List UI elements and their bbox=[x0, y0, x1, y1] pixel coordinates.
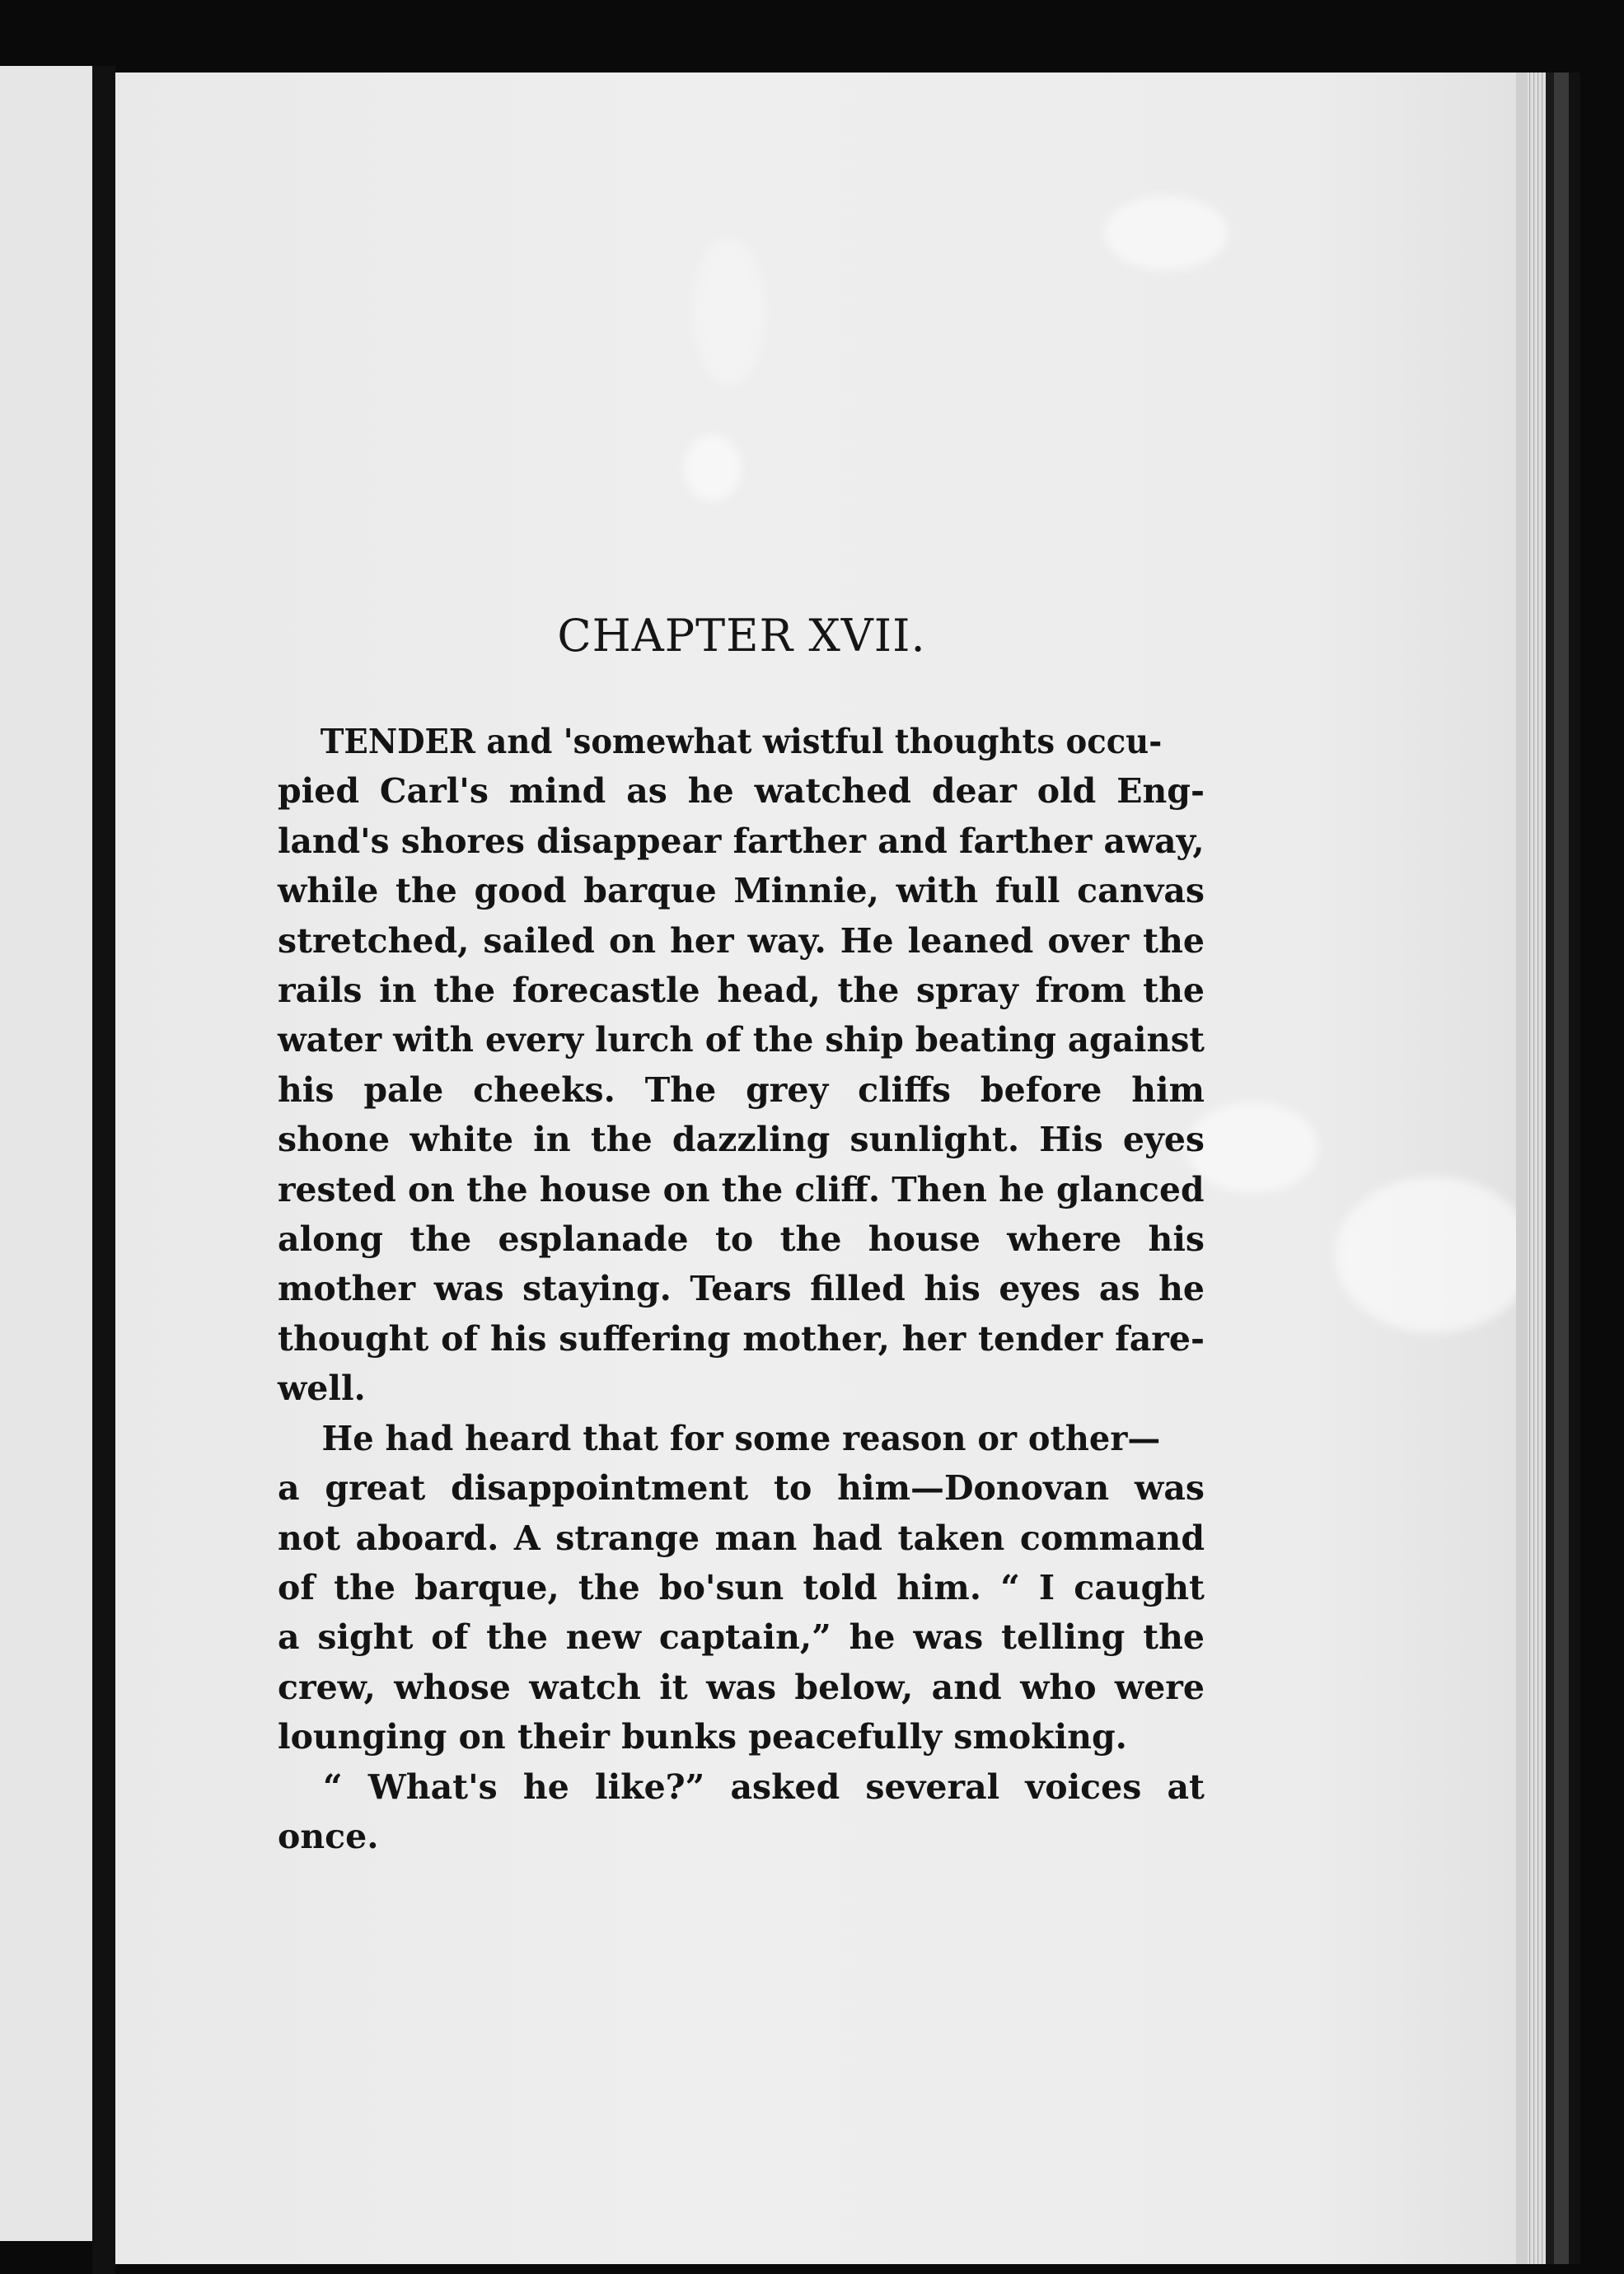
text-line: well. bbox=[278, 1369, 366, 1409]
text-line: along the esplanade to the house where his bbox=[278, 1219, 1205, 1260]
paragraph-2 bbox=[278, 1414, 1205, 1762]
text-line: while the good barque Minnie, with full canvas bbox=[278, 871, 1205, 911]
paper-blemish bbox=[684, 435, 742, 501]
text-line: once. bbox=[278, 1816, 379, 1856]
text-line: “ What's he like?” asked several voices at bbox=[323, 1766, 1205, 1807]
text-line: crew, whose watch it was below, and who were bbox=[278, 1667, 1205, 1707]
text-line: pied Carl's mind as he watched dear old Eng- bbox=[278, 771, 1205, 812]
text-line: lounging on their bunks peacefully smoking. bbox=[278, 1717, 1127, 1757]
chapter-title: CHAPTER XVII. bbox=[557, 610, 926, 662]
paragraph-1 bbox=[278, 717, 1205, 1414]
text-line: of the barque, the bo'sun told him. “ I caught bbox=[278, 1567, 1205, 1607]
text-line: his pale cheeks. The grey cliffs before him bbox=[278, 1069, 1205, 1110]
text-line: He had heard that for some reason or other— bbox=[321, 1418, 1161, 1458]
paragraph-3 bbox=[278, 1762, 1205, 1862]
text-line: a great disappointment to him—Donovan was bbox=[278, 1468, 1205, 1509]
text-line: mother was staying. Tears filled his eyes as he bbox=[278, 1269, 1205, 1309]
page-stack-edge bbox=[1569, 73, 1580, 2264]
paper-blemish bbox=[1335, 1177, 1533, 1333]
book-gutter bbox=[92, 66, 115, 2274]
text-line: TENDER and 'somewhat wistful thoughts occu- bbox=[320, 722, 1163, 761]
paper-blemish bbox=[1104, 196, 1228, 270]
page-stack-edge bbox=[1546, 73, 1554, 2264]
text-line: rested on the house on the cliff. Then he glanced bbox=[278, 1169, 1205, 1210]
paper-blemish bbox=[692, 237, 766, 386]
text-line: not aboard. A strange man had taken command bbox=[278, 1518, 1205, 1558]
text-line: thought of his suffering mother, her tender fare- bbox=[278, 1318, 1205, 1359]
text-line: rails in the forecastle head, the spray from the bbox=[278, 971, 1205, 1011]
text-line: water with every lurch of the ship beating against bbox=[278, 1020, 1205, 1060]
paper-blemish bbox=[1186, 1102, 1318, 1193]
text-line: stretched, sailed on her way. He leaned over the bbox=[278, 920, 1205, 961]
facing-page-edge bbox=[0, 66, 92, 2241]
chapter-body bbox=[278, 717, 1205, 1861]
page-stack-edge bbox=[1528, 73, 1546, 2264]
text-line: shone white in the dazzling sunlight. His eyes bbox=[278, 1120, 1205, 1160]
page-stack-edge bbox=[1580, 73, 1624, 2264]
text-line: land's shores disappear farther and farther away, bbox=[278, 821, 1205, 861]
page-stack-edge bbox=[1516, 73, 1528, 2264]
text-line: a sight of the new captain,” he was telling the bbox=[278, 1617, 1205, 1658]
page-stack-edge bbox=[1554, 73, 1569, 2264]
